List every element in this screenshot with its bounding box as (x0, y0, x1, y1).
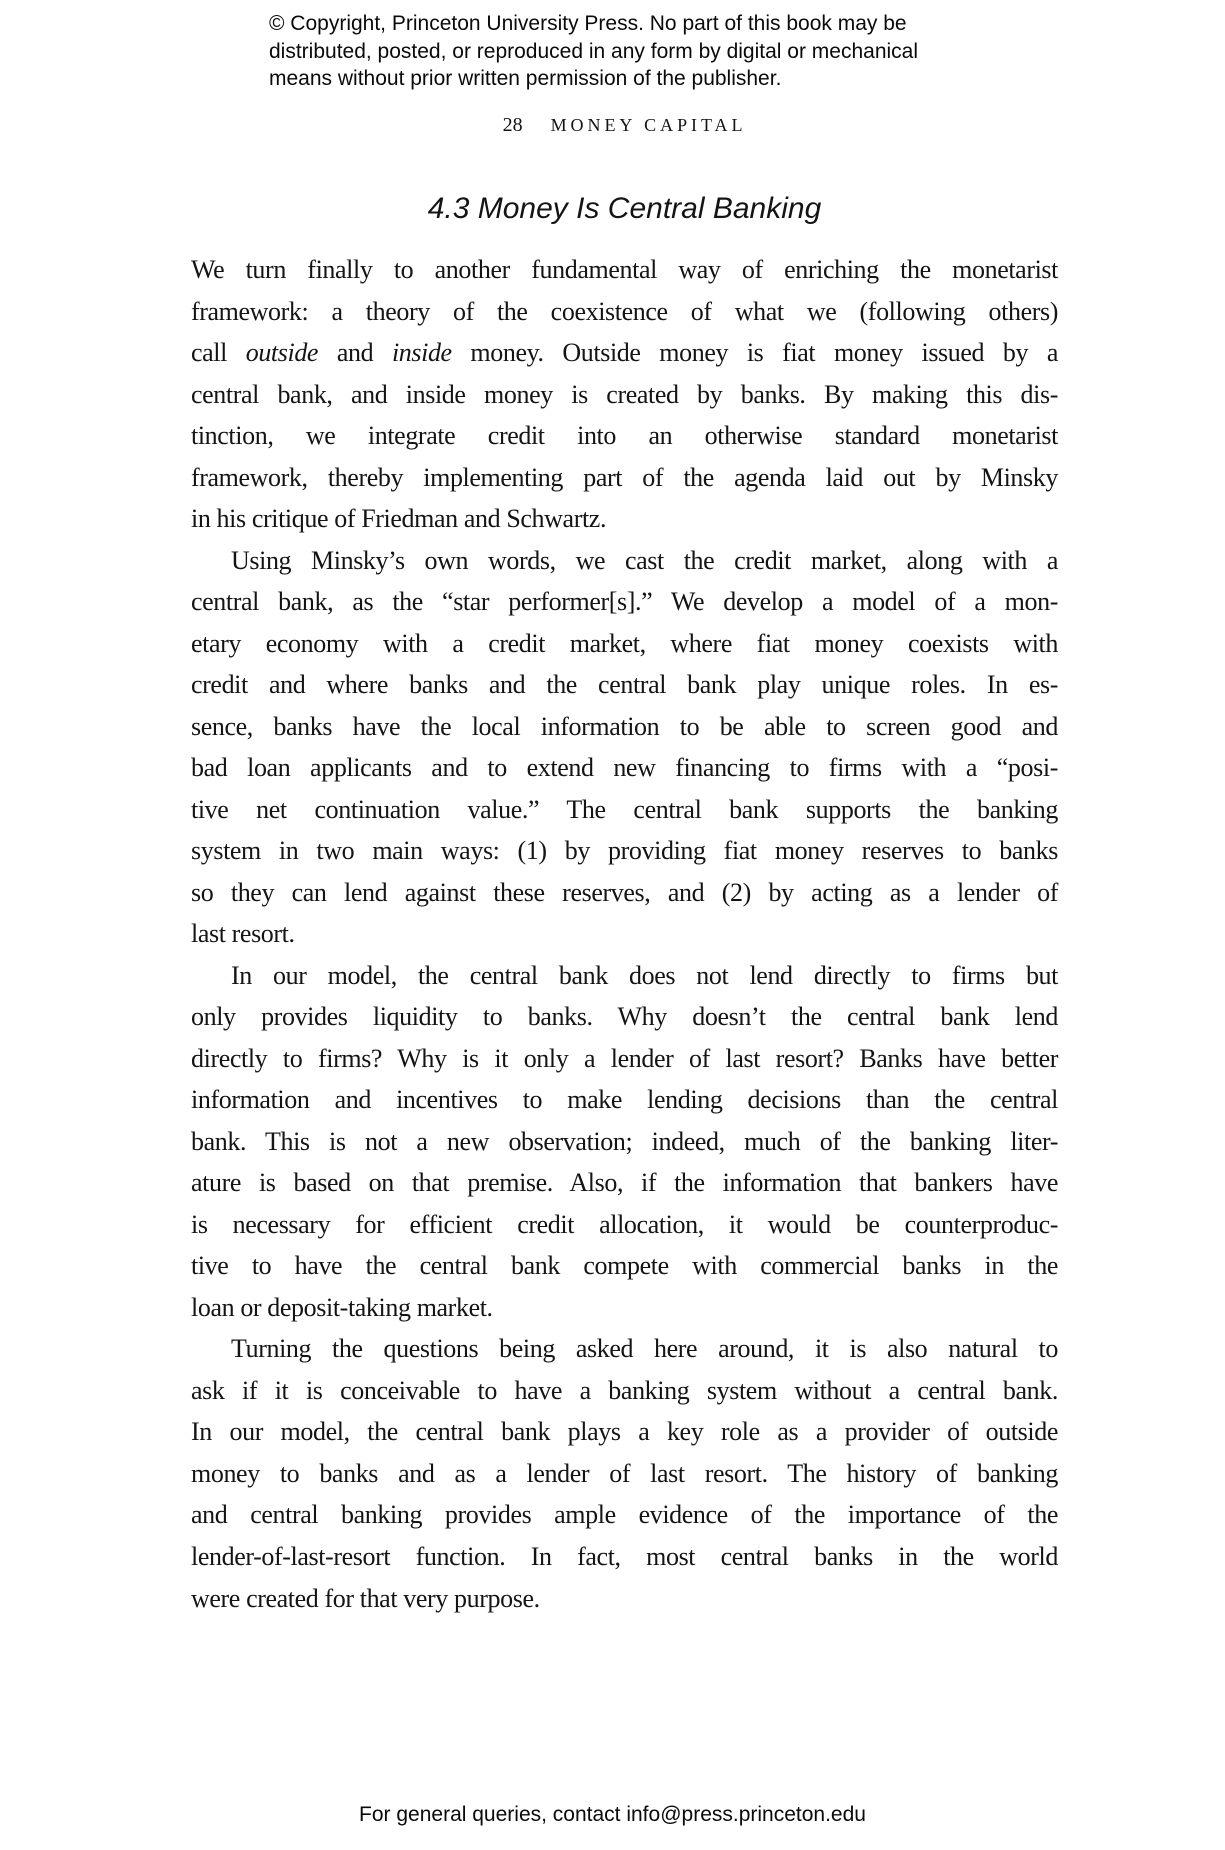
text-line: so they can lend against these reserves, and (2) by acting as a lender of (191, 877, 1058, 907)
text-line: were created for that very purpose. (191, 1583, 540, 1613)
text-line: central bank, and inside money is created by banks. By making this dis- (191, 379, 1058, 409)
paragraph (191, 1328, 1058, 1619)
text-line: tive net continuation value.” The central bank supports the banking (191, 794, 1058, 824)
text-line: lender-of-last-resort function. In fact, most central banks in the world (191, 1541, 1058, 1571)
text-line: Using Minsky’s own words, we cast the credit market, along with a (231, 545, 1058, 575)
text-line: etary economy with a credit market, where fiat money coexists with (191, 628, 1058, 658)
text-line: In our model, the central bank plays a key role as a provider of outside (191, 1417, 1058, 1447)
copyright-line: means without prior written permission of the publisher. (269, 67, 782, 90)
text-line: bad loan applicants and to extend new financing to firms with a “posi- (191, 753, 1058, 783)
text-line: in his critique of Friedman and Schwartz. (191, 504, 607, 534)
paragraph (191, 540, 1058, 955)
text-line: information and incentives to make lending decisions than the central (191, 1085, 1058, 1115)
text-line: call outside and inside money. Outside money is fiat money issued by a (191, 338, 1058, 368)
text-line: tinction, we integrate credit into an otherwise standard monetarist (191, 421, 1058, 451)
text-line: framework: a theory of the coexistence of what we (following others) (191, 296, 1058, 326)
text-line: only provides liquidity to banks. Why doesn’t the central bank lend (191, 1002, 1058, 1032)
text-line: bank. This is not a new observation; indeed, much of the banking liter- (191, 1126, 1058, 1156)
text-line: last resort. (191, 919, 295, 949)
running-head-title: MONEY CAPITAL (550, 115, 747, 135)
text-line: ature is based on that premise. Also, if the information that bankers have (191, 1168, 1058, 1198)
paragraph (191, 249, 1058, 540)
text-line: framework, thereby implementing part of the agenda laid out by Minsky (191, 462, 1058, 492)
text-line: In our model, the central bank does not lend directly to firms but (231, 960, 1058, 990)
text-line: loan or deposit-taking market. (191, 1292, 493, 1322)
text-line: money to banks and as a lender of last resort. The history of banking (191, 1458, 1058, 1488)
copyright-notice (269, 10, 989, 93)
copyright-line: distributed, posted, or reproduced in any form by digital or mechanical (269, 39, 919, 63)
text-line: directly to firms? Why is it only a lender of last resort? Banks have better (191, 1043, 1058, 1073)
text-line: and central banking provides ample evidence of the importance of the (191, 1500, 1058, 1530)
footer-query-line: For general queries, contact info@press.princeton.edu (359, 1803, 866, 1826)
text-line: system in two main ways: (1) by providing fiat money reserves to banks (191, 836, 1058, 866)
copyright-line: © Copyright, Princeton University Press. No part of this book may be (269, 12, 907, 35)
text-line: ask if it is conceivable to have a banking system without a central bank. (191, 1375, 1058, 1405)
text-line: credit and where banks and the central bank play unique roles. In es- (191, 670, 1058, 700)
body-text (191, 249, 1058, 1619)
text-line: Turning the questions being asked here around, it is also natural to (231, 1334, 1058, 1364)
paragraph (191, 955, 1058, 1329)
text-line: is necessary for efficient credit allocation, it would be counterproduc- (191, 1209, 1058, 1239)
text-line: central bank, as the “star performer[s].” We develop a model of a mon- (191, 587, 1058, 617)
text-line: We turn finally to another fundamental way of enriching the monetarist (191, 255, 1058, 284)
text-line: tive to have the central bank compete with commercial banks in the (191, 1251, 1058, 1281)
page-number: 28 (502, 114, 523, 136)
section-heading: 4.3 Money Is Central Banking (427, 192, 822, 225)
running-head (191, 114, 1058, 137)
text-line: sence, banks have the local information to be able to screen good and (191, 711, 1058, 741)
